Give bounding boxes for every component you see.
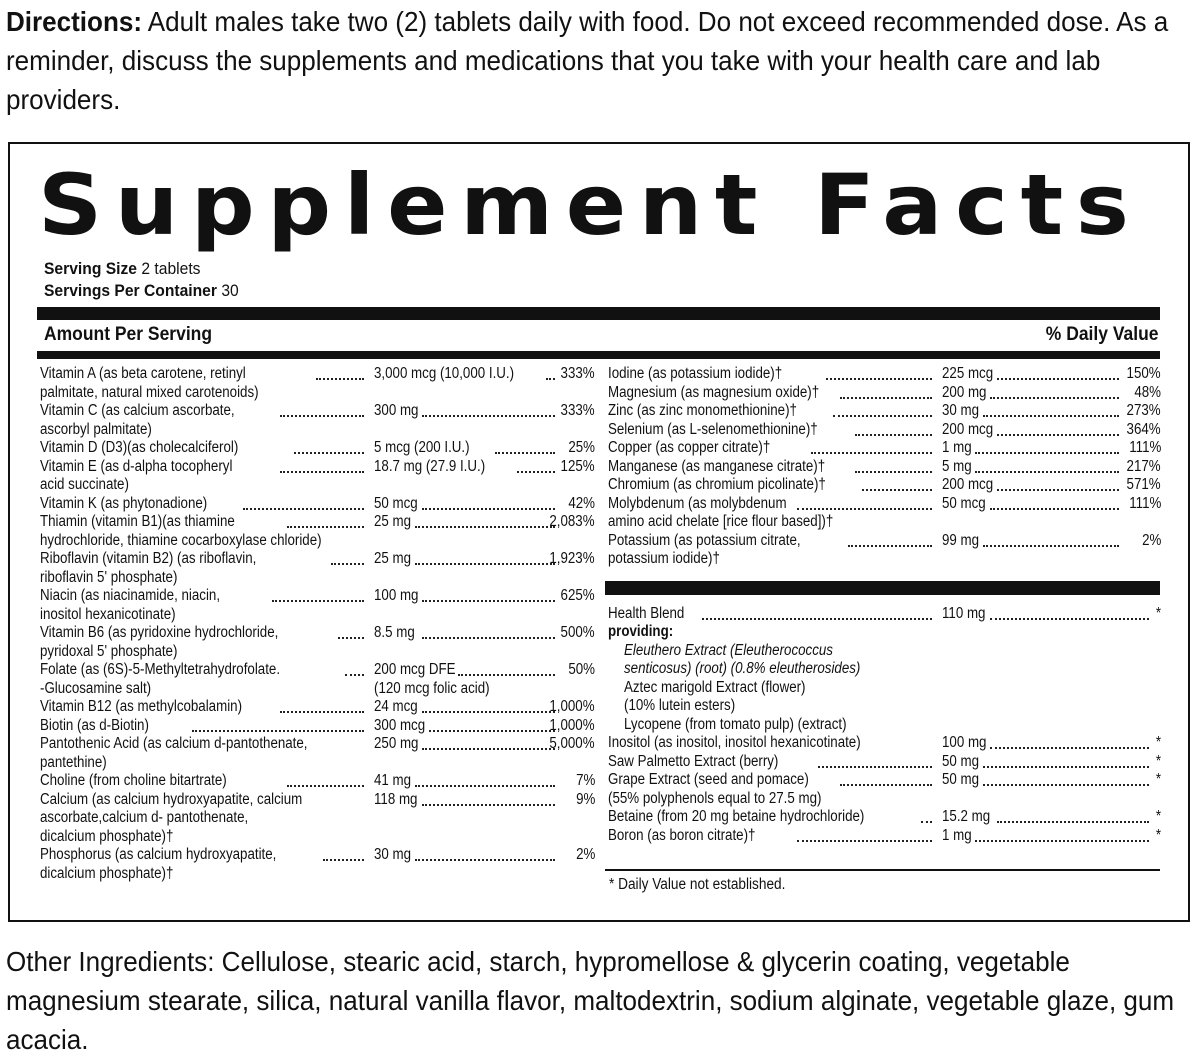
nutrient-row [608,495,1161,532]
nutrient-amount: 18.7 mg (27.9 I.U.) [374,457,486,475]
amount-dots [415,513,556,528]
amount-dots [997,421,1119,436]
providing-label [608,623,1161,642]
nutrient-name: (55% polyphenols equal to 27.5 mg) [608,789,822,807]
nutrient-name: Riboflavin (vitamin B2) (as riboflavin, [40,550,257,567]
nutrient-amount: 225 mcg [942,365,994,382]
nutrient-amount: 50 mg [942,771,980,788]
amount-dots [975,458,1119,473]
daily-value: * [1155,604,1161,622]
amount-dots [458,661,555,676]
leader-dots [287,772,364,787]
amount-dots [422,624,555,639]
amount-dots [415,846,556,861]
nutrient-row [40,439,595,458]
blend-ingredient-text: Eleuthero Extract (Eleutherococcus [624,641,833,659]
directions-label: Directions: [6,6,143,37]
leader-dots [280,458,364,473]
nutrient-name: Magnesium (as magnesium oxide)† [608,383,820,401]
other-ingredients: Other Ingredients: Cellulose, stearic acid, starch, hypromellose & glycerin coating, vegetable magnesium stearate, silica, natural vanilla flavor, maltodextrin, sodium alginate, vegetable glaze, gum acacia. [6,946,1175,1055]
nutrient-name: Vitamin D (D3)(as cholecalciferol) [40,439,239,456]
leader-dots [192,717,364,732]
blend-ingredient-text: Aztec marigold Extract (flower) [624,678,806,696]
leader-dots [826,365,932,380]
nutrient-amount: 30 mg [942,402,980,419]
leader-dots [921,808,932,823]
nutrient-amount: 99 mg [942,531,980,549]
amount-dots [517,458,555,473]
blend-ingredient-text: senticosus) (root) (0.8% eleutherosides) [624,660,861,677]
nutrient-name: acid succinate) [40,476,129,493]
nutrient-name: hydrochloride, thiamine cocarboxylase chloride) [40,531,322,549]
leader-dots [702,605,932,620]
nutrient-amount: 110 mg [942,604,986,622]
daily-value: 111% [1128,439,1161,456]
leader-dots [833,402,932,417]
leader-dots [818,753,932,768]
nutrient-amount: 8.5 mg [374,624,415,641]
nutrient-name: Vitamin E (as d-alpha tocopheryl [40,457,233,475]
blend-ingredient-text: Lycopene (from tomato pulp) (extract) [624,715,847,733]
amount-dots [997,365,1119,380]
daily-value: 1,000% [549,698,595,715]
nutrient-name: Molybdenum (as molybdenum [608,494,787,512]
nutrient-name: ascorbate,calcium d- pantothenate, [40,809,249,826]
daily-value: * [1155,808,1161,825]
amount-dots [422,698,555,713]
nutrient-amount: 200 mcg [942,476,994,493]
nutrient-row [608,532,1161,569]
leader-dots [840,384,932,399]
nutrient-amount: 100 mg [942,734,987,751]
amount-dots [422,587,555,602]
daily-value: * [1155,771,1161,788]
nutrient-name: Health Blend [608,604,685,622]
nutrient-row [608,808,1161,827]
amount-dots [975,439,1119,454]
nutrient-amount: 30 mg [374,846,412,863]
amount-dots [415,772,556,787]
nutrient-amount: 50 mcg [942,494,986,512]
nutrient-amount: 3,000 mcg (10,000 I.U.) [374,365,515,382]
blend-ingredient [608,716,1161,735]
nutrient-name: Chromium (as chromium picolinate)† [608,476,826,493]
nutrient-name: -Glucosamine salt) [40,679,152,697]
leader-dots [848,532,932,547]
daily-value: 364% [1126,420,1161,438]
nutrient-row [608,476,1161,495]
amount-dots [983,402,1120,417]
serving-size-value: 2 tablets [137,259,201,278]
panel-title: Supplement Facts [38,156,1142,254]
nutrient-row [40,458,595,495]
nutrient-name: palmitate, natural mixed carotenoids) [40,383,259,401]
nutrient-list-left [40,365,595,883]
nutrient-name: Selenium (as L-selenomethionine)† [608,420,818,438]
daily-value: 25% [568,439,595,456]
nutrient-amount: 100 mg [374,587,419,604]
nutrient-list-right [608,365,1161,845]
daily-value: 2% [575,846,595,863]
footnote-divider [605,869,1160,871]
nutrient-row [608,734,1161,753]
leader-dots [280,402,364,417]
directions-text [6,2,1194,119]
nutrient-row [40,550,595,587]
nutrient-name: Potassium (as potassium citrate, [608,531,801,549]
nutrient-amount-note: (120 mcg folic acid) [374,679,490,697]
daily-value: 500% [560,624,595,641]
leader-dots [338,624,364,639]
nutrient-name: Boron (as boron citrate)† [608,826,756,844]
daily-value: * [1155,752,1161,770]
amount-dots [422,735,555,750]
nutrient-amount: 1 mg [942,826,972,844]
nutrient-row [608,384,1161,403]
servings-per-container-label: Servings Per Container [44,281,217,300]
daily-value: 333% [560,402,595,419]
nutrient-row [40,846,595,883]
directions-body: Adult males take two (2) tablets daily with food. Do not exceed recommended dose. As a reminder, discuss the supplements and medications that you take with your health care and lab providers. [6,6,1169,115]
leader-dots [272,587,364,602]
nutrient-row [40,735,595,772]
nutrient-name: Zinc (as zinc monomethionine)† [608,402,797,419]
nutrient-row [40,772,595,791]
daily-value: 111% [1128,494,1161,512]
amount-dots [983,532,1120,547]
nutrient-amount: 300 mcg [374,716,426,734]
nutrient-amount: 5 mcg (200 I.U.) [374,439,470,456]
nutrient-name: pyridoxal 5' phosphate) [40,642,178,660]
blend-ingredient [608,679,1161,716]
servings-per-container-value: 30 [216,281,239,300]
nutrient-name: Inositol (as inositol, inositol hexanicotinate) [608,734,861,751]
nutrient-name: Vitamin C (as calcium ascorbate, [40,402,235,419]
nutrient-row [608,439,1161,458]
leader-dots [316,365,364,380]
leader-dots [797,495,933,510]
leader-dots [294,439,364,454]
nutrient-row [40,495,595,514]
daily-value: 9% [575,790,595,808]
amount-dots [997,808,1149,823]
daily-value: * [1155,734,1161,751]
amount-dots [990,605,1149,620]
nutrient-name: pantethine) [40,753,107,771]
nutrient-row [40,661,595,698]
divider-medium [37,351,1160,359]
nutrient-name: Biotin (as d-Biotin) [40,716,149,734]
nutrient-row [40,624,595,661]
nutrient-row [40,513,595,550]
amount-dots [415,550,556,565]
nutrient-row [608,827,1161,846]
nutrient-name: Choline (from choline bitartrate) [40,772,227,789]
nutrient-row [608,458,1161,477]
nutrient-name: Saw Palmetto Extract (berry) [608,752,779,770]
nutrient-name: amino acid chelate [rice flour based])† [608,513,834,530]
daily-value: * [1155,826,1161,844]
leader-dots [345,661,364,676]
nutrient-row [608,605,1161,624]
nutrient-name: Vitamin B6 (as pyridoxine hydrochloride, [40,624,279,641]
nutrient-row [40,791,595,847]
amount-dots [983,753,1150,768]
nutrient-name: dicalcium phosphate)† [40,864,174,882]
amount-dots [975,827,1149,842]
nutrient-name: Thiamin (vitamin B1)(as thiamine [40,513,235,530]
amount-dots [422,495,555,510]
amount-dots [990,384,1119,399]
amount-dots [990,734,1149,749]
nutrient-row [608,421,1161,440]
daily-value: 48% [1134,383,1161,401]
daily-value: 1,923% [549,550,595,567]
amount-per-serving-header: Amount Per Serving [44,324,213,345]
nutrient-name: Niacin (as niacinamide, niacin, [40,587,221,604]
nutrient-row [40,698,595,717]
nutrient-amount: 200 mcg DFE [374,661,456,678]
daily-value: 2,083% [549,513,595,530]
nutrient-amount: 25 mg [374,550,412,567]
nutrient-amount: 15.2 mg [942,808,991,825]
daily-value: 150% [1126,365,1161,382]
nutrient-name: Folate (as (6S)-5-Methyltetrahydrofolate. [40,661,281,678]
nutrient-amount: 300 mg [374,402,419,419]
nutrient-name: inositol hexanicotinate) [40,605,176,623]
leader-dots [280,698,364,713]
daily-value-header: % Daily Value [1046,324,1159,345]
leader-dots [243,495,364,510]
divider-health-blend [605,581,1160,595]
daily-value: 125% [560,457,595,475]
nutrient-name: Copper (as copper citrate)† [608,439,771,456]
leader-dots [797,827,933,842]
nutrient-name: Manganese (as manganese citrate)† [608,457,826,475]
nutrient-row [40,717,595,736]
leader-dots [855,421,932,436]
daily-value: 7% [575,772,595,789]
nutrient-amount: 1 mg [942,439,972,456]
daily-value: 625% [560,587,595,604]
amount-dots [495,439,555,454]
daily-value: 333% [560,365,595,382]
nutrient-amount: 250 mg [374,735,419,752]
nutrient-amount: 50 mcg [374,494,418,512]
leader-dots [323,846,364,861]
nutrient-name: Phosphorus (as calcium hydroxyapatite, [40,846,277,863]
nutrient-row [40,365,595,402]
nutrient-amount: 5 mg [942,457,972,475]
daily-value: 1,000% [549,716,595,734]
nutrient-name: ascorbyl palmitate) [40,420,152,438]
nutrient-name: Grape Extract (seed and pomace) [608,771,809,788]
amount-dots [997,476,1119,491]
daily-value: 50% [568,661,595,678]
amount-header-row [44,322,1159,348]
amount-dots [983,771,1150,786]
blend-ingredient-text: (10% lutein esters) [624,697,736,714]
nutrient-name: dicalcium phosphate)† [40,827,174,845]
nutrient-amount: 50 mg [942,752,980,770]
leader-dots [331,550,364,565]
nutrient-row [608,402,1161,421]
amount-dots [990,495,1119,510]
nutrient-name: Betaine (from 20 mg betaine hydrochloride) [608,808,865,825]
blend-ingredient [608,642,1161,679]
serving-size-label: Serving Size [44,259,138,278]
nutrient-row [608,753,1161,772]
leader-dots [840,771,932,786]
nutrient-name: Iodine (as potassium iodide)† [608,365,783,382]
nutrient-amount: 118 mg [374,790,418,808]
nutrient-row [608,365,1161,384]
nutrient-name: Calcium (as calcium hydroxyapatite, calcium [40,790,303,808]
daily-value: 273% [1126,402,1161,419]
nutrient-amount: 24 mcg [374,698,418,715]
nutrient-amount: 25 mg [374,513,412,530]
leader-dots [855,458,932,473]
daily-value: 5,000% [549,735,595,752]
amount-dots [422,791,555,806]
nutrient-amount: 200 mcg [942,420,994,438]
nutrient-name: Vitamin K (as phytonadione) [40,494,208,512]
daily-value: 2% [1141,531,1161,549]
daily-value: 42% [568,494,595,512]
serving-info [44,258,239,302]
amount-dots [429,717,555,732]
nutrient-name: potassium iodide)† [608,550,720,567]
nutrient-amount: 200 mg [942,383,987,401]
nutrient-row [40,587,595,624]
leader-dots [811,439,932,454]
divider-thick [37,307,1160,320]
nutrient-name: riboflavin 5' phosphate) [40,568,178,586]
nutrient-row [608,771,1161,808]
footnote: * Daily Value not established. [609,876,786,893]
nutrient-row [40,402,595,439]
nutrient-amount: 41 mg [374,772,412,789]
providing-text: providing: [608,623,674,640]
nutrient-name: Vitamin A (as beta carotene, retinyl [40,365,246,382]
daily-value: 571% [1126,476,1161,493]
leader-dots [862,476,932,491]
daily-value: 217% [1126,457,1161,475]
nutrient-name: Vitamin B12 (as methylcobalamin) [40,698,243,715]
amount-dots [422,402,555,417]
nutrient-name: Pantothenic Acid (as calcium d-pantothenate, [40,735,308,752]
amount-dots [546,365,555,380]
leader-dots [287,513,364,528]
